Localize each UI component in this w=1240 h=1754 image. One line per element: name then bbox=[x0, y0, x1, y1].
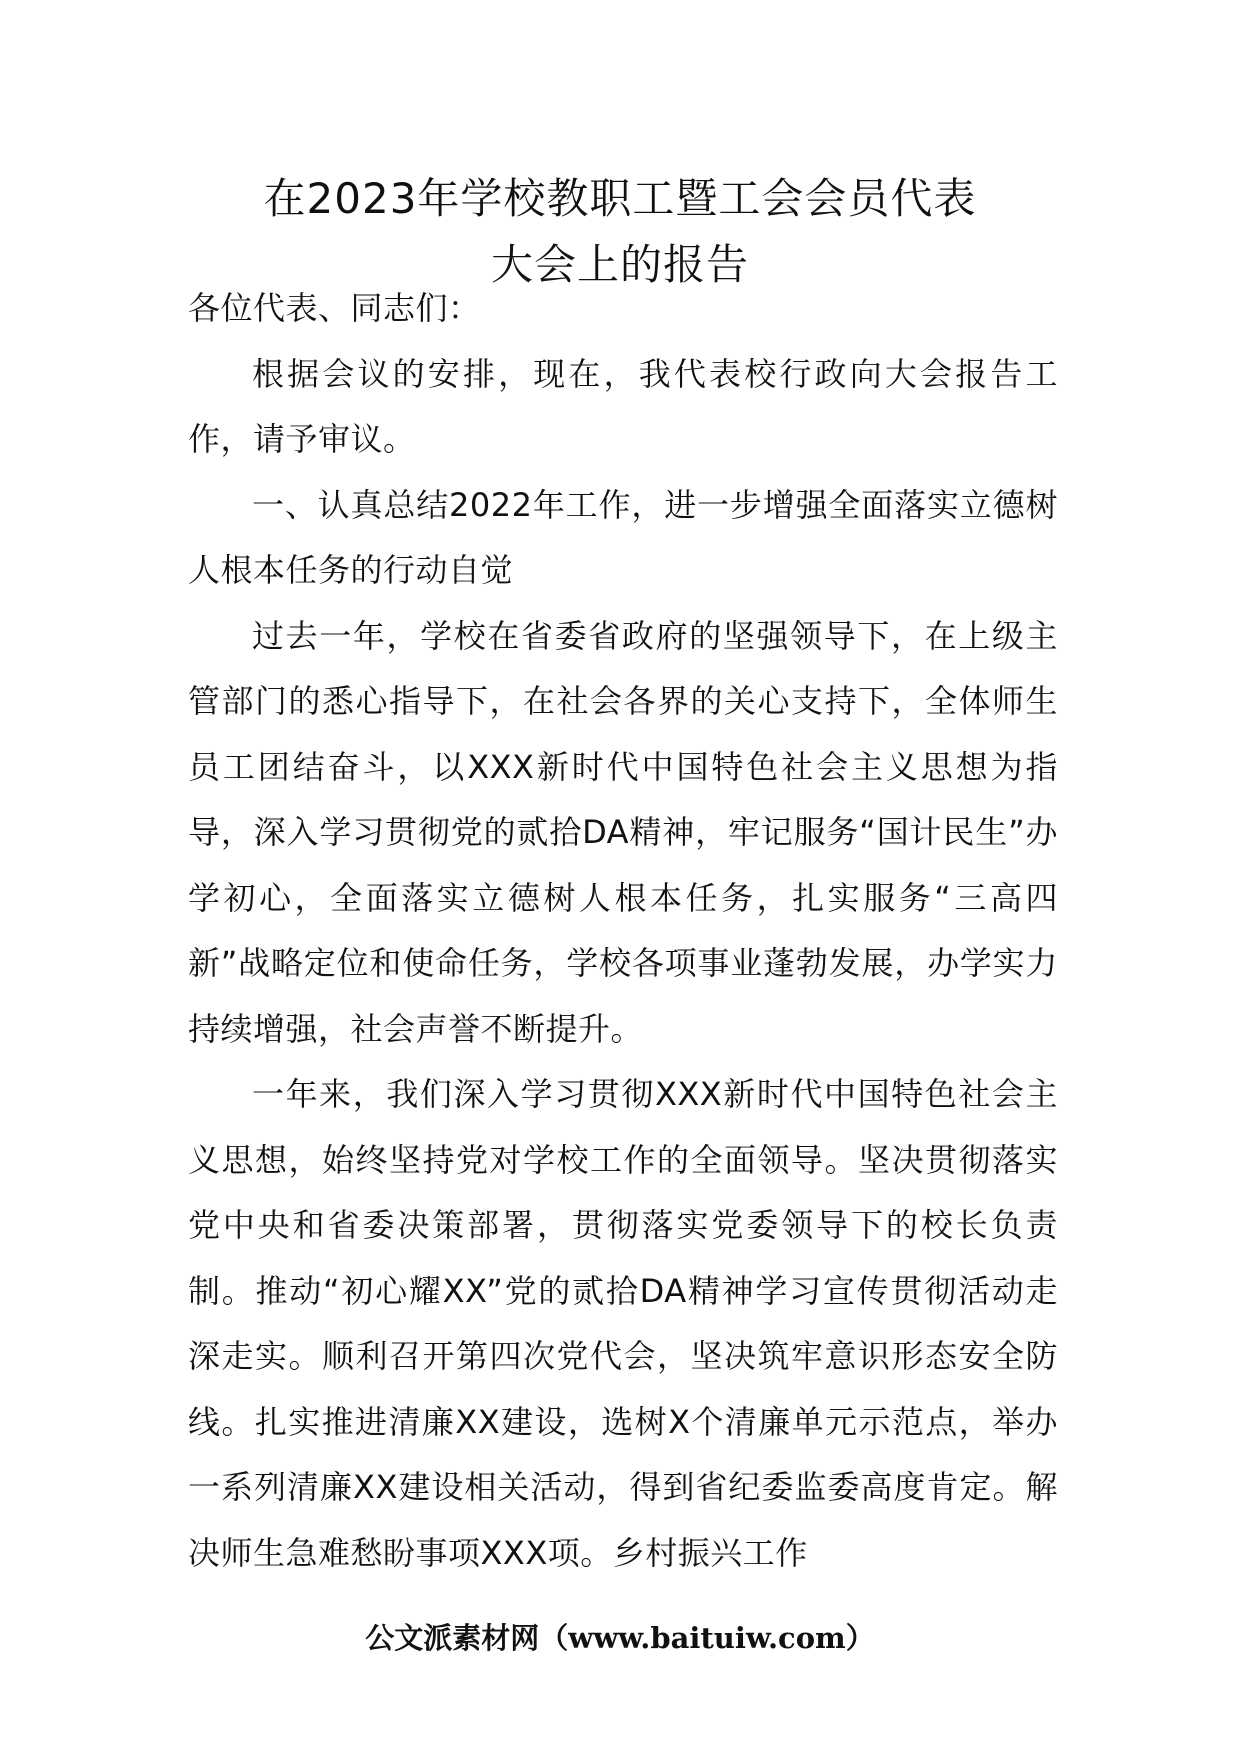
paragraph-intro: 根据会议的安排，现在，我代表校行政向大会报告工作，请予审议。 bbox=[188, 354, 1058, 458]
paragraph-achievements: 一年来，我们深入学习贯彻XXX新时代中国特色社会主义思想，始终坚持党对学校工作的全面领导。坚决贯彻落实党中央和省委决策部署，贯彻落实党委领导下的校长负责制。推动“初心耀XX”党的贰拾DA精神学习宣传贯彻活动走深走实。顺利召开第四次党代会，坚决筑牢意识形态安全防线。扎实推进清廉XX建设，选树X个清廉单元示范点，举办一系列清廉XX建设相关活动，得到省纪委监委高度肯定。解决师生急难愁盼事项XXX项。乡村振兴工作 bbox=[188, 1075, 1058, 1572]
salutation: 各位代表、同志们： bbox=[188, 289, 481, 327]
document-title-line-1: 在2023年学校教职工暨工会会员代表 bbox=[263, 174, 977, 223]
paragraph-review: 过去一年，学校在省委省政府的坚强领导下，在上级主管部门的悉心指导下，在社会各界的关心支持下，全体师生员工团结奋斗，以XXX新时代中国特色社会主义思想为指导，深入学习贯彻党的贰拾DA精神，牢记服务“国计民生”办学初心，全面落实立德树人根本任务，扎实服务“三高四新”战略定位和使命任务，学校各项事业蓬勃发展，办学实力持续增强，社会声誉不断提升。 bbox=[188, 616, 1058, 1048]
document-body bbox=[188, 276, 1058, 1586]
document-title-line-2: 大会上的报告 bbox=[490, 240, 749, 289]
footer-watermark: 公文派素材网（www.baituiw.com） bbox=[365, 1621, 875, 1655]
section-heading-1: 一、认真总结2022年工作，进一步增强全面落实立德树人根本任务的行动自觉 bbox=[188, 485, 1058, 589]
